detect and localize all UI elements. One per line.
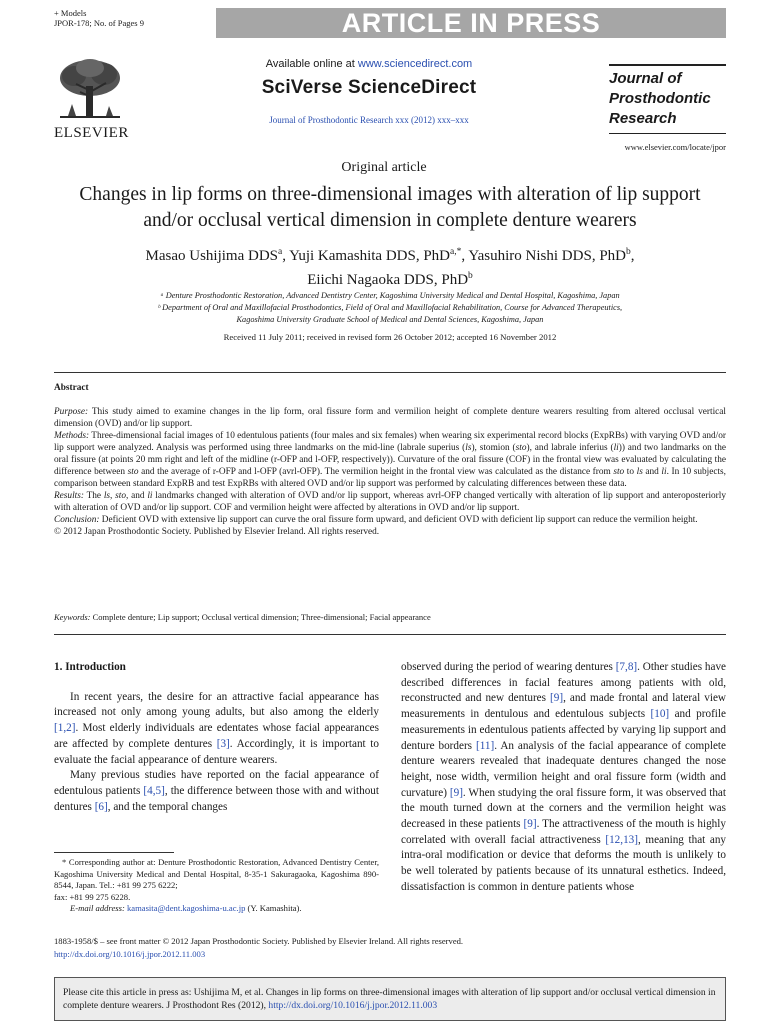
top-bar [54, 8, 726, 38]
author: Yasuhiro Nishi DDS, PhD$^b$, [468, 247, 635, 264]
body-column-left [54, 660, 379, 815]
sciencedirect-block [229, 58, 509, 125]
article-in-press-banner: ARTICLE IN PRESS [216, 8, 726, 38]
abstract [54, 382, 726, 538]
affiliation: ᵃ Denture Prosthodontic Restoration, Advanced Dentistry Center, Kagoshima University Medical and Dental Hospital, Kagoshima, Japan [160, 291, 620, 300]
footnote-divider [54, 852, 174, 853]
citation-link[interactable]: [1,2] [54, 722, 76, 735]
abstract-results: Results: The ls, sto, and li landmarks changed with alteration of OVD and/or lip support, whereas avrl-OFP changed vertically with alteration of lip support and anteroposteriorly with alteration of OVD and/or lip support. COF and vermilion height were affected by alterations in OVD and/or lip support. [54, 491, 726, 513]
paragraph: In recent years, the desire for an attractive facial appearance has increased not only among young adults, but also among the elderly [1,2]. Most elderly individuals are edentates whose facial appearances are affected by complete dentures [3]. Accordingly, it is important to evaluate the facial appearance of denture wearers. [54, 690, 379, 766]
body-column-right [401, 660, 726, 896]
divider [54, 634, 726, 635]
citation-link[interactable]: [9] [523, 818, 537, 831]
citation-link[interactable]: [7,8] [615, 661, 638, 673]
paragraph: observed during the period of wearing dentures [7,8]. Other studies have described differences in facial features among patients with old, reconstructed and new dentures [9], and made frontal and lateral view measurements in dentulous and edentulous subjects [10] and profile measurements in edentulous patients affected by varying lip support and denture borders [11]. An analysis of the facial appearance of complete denture wearers revealed that inadequate dentures changed the nose height, nose width, vermilion height and oral fissure form (width and curvature) [9]. When studying the oral fissure form, it was observed that the mouth turned down at the corners and the vermilion height was decreased in these patients [9]. The attractiveness of the mouth is highly correlated with overall facial attractiveness [12,13], meaning that any intra-oral modification or device that deforms the mouth is unlikely to be well tolerated by patients because of its unnatural esthetics. Indeed, dissatisfaction is common in denture patients whose [401, 661, 727, 893]
journal-title-box: Journal of Prosthodontic Research [609, 64, 726, 134]
available-online: Available online at www.sciencedirect.com [265, 58, 473, 70]
abstract-heading: Abstract [54, 383, 89, 393]
paragraph: Many previous studies have reported on the facial appearance of edentulous patients [4,5], the difference between those with and without dentures [6], and the temporal changes [54, 769, 379, 813]
received-dates: Received 11 July 2011; received in revised form 26 October 2012; accepted 16 November 2012 [223, 332, 557, 342]
citation-link[interactable]: [11] [475, 739, 495, 752]
affiliation: Kagoshima University Graduate School of Medical and Dental Sciences, Kagoshima, Japan [236, 315, 544, 324]
abstract-methods: Methods: Three-dimensional facial images of 10 edentulous patients (four males and six females) when wearing six experimental record blocks (ExpRBs) with varying OVD and/or lip support were analyzed. Analysis was performed using three landmarks on the mid-line (labrale superius (ls), stomion (sto), and labrale inferius (li)) and two landmarks on the oral fissure (at points 20 mm right and left of the midline (r-OFP and l-OFP, respectively)). Curvature of the oral fissure (COF) in the frontal view was evaluated by calculating the difference between sto and the average of r-OFP and l-OFP (avrl-OFP). The vermilion height in the frontal view was calculated as the distance from sto to ls and li. In 10 subjects, comparison between standard ExpRB and test ExpRBs with altered OVD and/or lip support was performed by calculating differences between these data. [54, 431, 727, 489]
abstract-conclusion: Conclusion: Deficient OVD with extensive lip support can curve the oral fissure form upward, and deficient OVD with deficient lip support can reduce the vermilion height. [54, 515, 698, 525]
divider [54, 372, 726, 373]
corresponding-author-footnote: * Corresponding author at: Denture Prosthodontic Restoration, Advanced Dentistry Center, Kagoshima University Medical and Dental Hospital, 8-35-1 Sakuragaoka, Kagoshima 890-8544, Japan. Tel.: +81 99 275 6222; fax: +81 99 275 6228. E-mail address: kamasita@dent.kagoshima-u.ac.jp (Y. Kamashita). [54, 857, 379, 913]
author: Eiichi Nagaoka DDS, PhD$^b$ [307, 271, 473, 288]
journal-header [54, 52, 726, 160]
abstract-purpose: Purpose: This study aimed to examine changes in the lip form, oral fissure form and vermilion height of complete denture wearers resulting from altered occlusal vertical dimension (OVD) and/or lip support. [54, 407, 726, 429]
document-id: + Models JPOR-178; No. of Pages 9 [54, 8, 144, 28]
article-title: Changes in lip forms on three-dimensional images with alteration of lip support and/or occlusal vertical dimension in complete denture wearers [79, 184, 701, 231]
citation-link[interactable]: [9] [550, 692, 564, 705]
copyright: © 2012 Japan Prosthodontic Society. Published by Elsevier Ireland. All rights reserved. [54, 527, 380, 537]
affiliation: ᵇ Department of Oral and Maxillofacial Prosthodontics, Field of Oral and Maxillofacial Rehabilitation, Course for Advanced Therapeutics, [157, 303, 623, 312]
keywords: Keywords: Complete denture; Lip support; Occlusal vertical dimension; Three-dimensional; Facial appearance [54, 612, 431, 622]
doi-link[interactable]: http://dx.doi.org/10.1016/j.jpor.2012.11.003 [268, 999, 438, 1011]
section-heading: 1. Introduction [54, 661, 126, 673]
citation-link[interactable]: [4,5] [143, 784, 165, 797]
affiliations [54, 290, 726, 326]
email-link[interactable]: kamasita@dent.kagoshima-u.ac.jp [126, 903, 246, 913]
issn-line: 1883-1958/$ – see front matter © 2012 Japan Prosthodontic Society. Published by Elsevier Ireland. All rights reserved. http://dx.doi.org/10.1016/j.jpor.2012.11.003 [54, 935, 726, 960]
article-type: Original article [341, 160, 427, 175]
author: Masao Ushijima DDS$^a$, [145, 247, 290, 264]
citation-link[interactable]: [6] [94, 800, 108, 813]
author: Yuji Kamashita DDS, PhD$^{a,*}$, [289, 247, 469, 264]
sciencedirect-link[interactable]: www.sciencedirect.com [357, 58, 473, 70]
tree-icon [54, 56, 126, 124]
journal-url[interactable]: www.elsevier.com/locate/jpor [624, 142, 726, 152]
doi-link[interactable]: http://dx.doi.org/10.1016/j.jpor.2012.11.003 [54, 948, 206, 959]
platform-logo: SciVerse ScienceDirect [261, 77, 477, 98]
author-list [54, 242, 726, 290]
citation-link[interactable]: [3] [216, 737, 230, 750]
citation-link[interactable]: [12,13] [605, 833, 638, 846]
citation-link[interactable]: [9] [449, 786, 463, 799]
citation-link[interactable]: [10] [650, 708, 670, 721]
publisher-name: ELSEVIER [54, 125, 129, 141]
journal-reference[interactable]: Journal of Prosthodontic Research xxx (2012) xxx–xxx [269, 115, 469, 125]
elsevier-logo[interactable] [54, 56, 129, 142]
citation-box: Please cite this article in press as: Ushijima M, et al. Changes in lip forms on three-dimensional images with alteration of lip support and/or occlusal vertical dimension in complete denture wearers. J Prosthodont Res (2012), http://dx.doi.org/10.1016/j.jpor.2012.11.003 [54, 977, 726, 1021]
